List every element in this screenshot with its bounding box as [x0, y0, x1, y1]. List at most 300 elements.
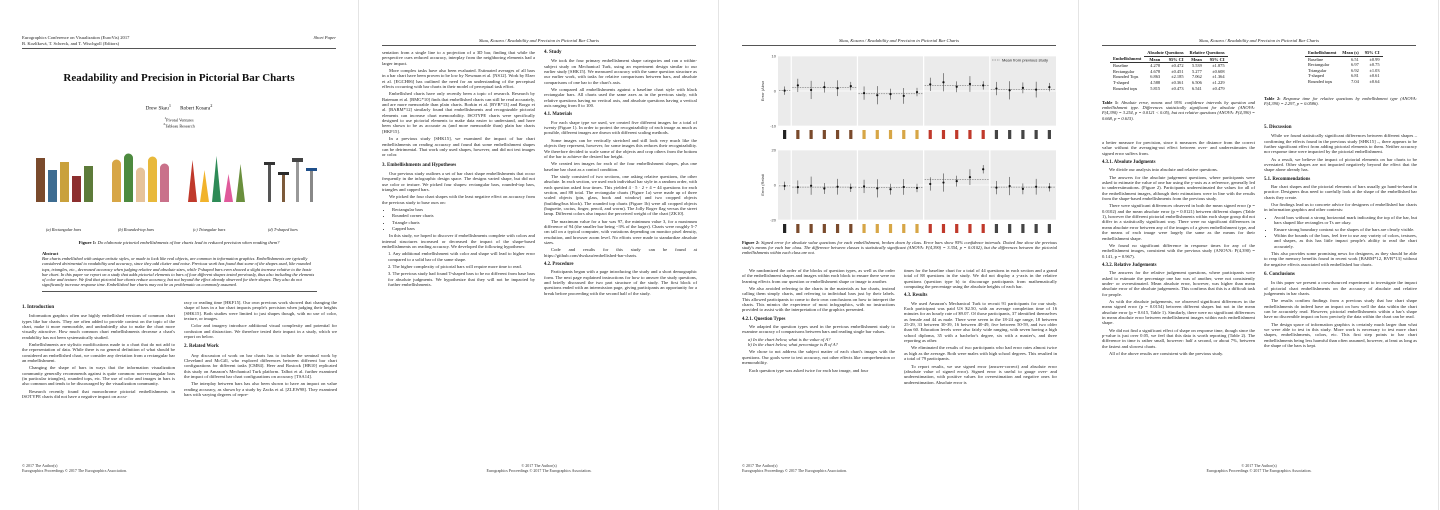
y-tick-label: -20 [770, 217, 776, 223]
paragraph: We used Amazon's Mechanical Turk to recruit 91 participants for our study. Each participant was paid US $2.50, with an average completion time of 16 minutes for an hourly rate of $9.07. Of those participants, 37 identified themselves as female and 44 as male. There were seven in the 18-24 age range, 18 between 25-29, 33 between 30-39, 16 between 40-49, five between 50-59, and two older than 60. Education levels were also fairly wide ranging, with seven having a high school diploma, 35 with a bachelor's degree, six with a master's, and three reporting as other. [904, 300, 1057, 344]
bar-thumbnail [995, 224, 998, 233]
bar-image [60, 162, 69, 202]
y-axis-label: Error (Relati [760, 174, 765, 196]
table-cell: T-shaped [1113, 79, 1129, 85]
bar-image [306, 168, 317, 171]
bar-thumbnail [942, 130, 945, 139]
bar-image [224, 174, 233, 202]
paragraph: The study consisted of two sections, one asking relative questions, the other absolute. In each section, we used each individual bar style in a random order, with each question asked four times. This yielded 4 · 5 · 2 + 4 = 44 questions for each section, and 88 total. The rectangular charts (Figure 1a) were made up of three scaled objects (pin, glass, book and window) and two cropped objects (building/bus block). The rounded top charts (Figure 1b) were all cropped objects (baguette, cactus, finger, pencil, and worm). The Jolly Roger flag versus the street lamp. Different colors also impact the perceived weight of the chart [ZK10]. [544, 173, 697, 217]
table-header: 95% CI [1364, 50, 1380, 55]
section-heading: 6. Conclusions [1264, 271, 1295, 277]
hypotheses-list [382, 251, 535, 287]
table-cell: 4.678 [1150, 68, 1161, 74]
data-point [956, 180, 958, 182]
bar-thumbnail [1021, 224, 1024, 233]
list-item: 1. Any additional embellishment with color and shape will lead to higher error compared to a solid bar of the same shape. [388, 251, 535, 262]
teaser-caption-a: (a) Rectangular bars [46, 227, 82, 232]
list-item: 2. The higher complexity of pictorial bars will require more time to read. [388, 264, 522, 270]
paragraph: We compared all embellishments against a baseline chart style with black rectangular bars. All charts used the same axes as in the previous study, with relative questions having no vertical axis, and absolute questions having a vertical axis ranging from 0 to 100. [544, 87, 697, 109]
data-point [982, 168, 984, 170]
table-cell: ±0.75 [1369, 62, 1380, 68]
shape-list [382, 207, 535, 231]
teaser-caption-d: (d) T-shaped bars [268, 227, 298, 232]
paragraph: Our findings lead us to concrete advice for designers of embellished bar charts in information graphics and other contexts: [1264, 202, 1417, 213]
copyright-line: © 2017 The Author(s) [22, 463, 58, 469]
table-cell: Baseline [1113, 63, 1129, 69]
data-point [916, 187, 918, 189]
list-item: • Ensure strong boundary contrast so the shapes of the bars are clearly visible. [1274, 227, 1417, 232]
table-cell: ±1.03 [1369, 67, 1380, 73]
paragraph: Changing the shape of bars in ways that the information visualization community generally recommends against is quite common: non-rectangular bars (in particular triangles), rounded tops, etc. The use of color and images in bars is also common and tends to be discouraged by the visualization community. [22, 365, 175, 387]
affiliation-1: Pivotal Ventures [166, 117, 194, 123]
paragraph: We did not find a significant effect of shape on response time, though since the p-value is just over 0.05, we feel that this data is worth reporting (Table 2). The difference in time is rather small, however: half a second, or about 7%, between the fastest and slowest charts. [1102, 327, 1255, 349]
bar-thumbnail [809, 224, 812, 233]
table-cell: 4.588 [1150, 79, 1161, 85]
data-point [810, 89, 812, 91]
proceedings-line: Eurographics Proceedings © 2017 The Eurographics Association. [1206, 468, 1312, 474]
data-point [916, 91, 918, 93]
page-2 [360, 0, 719, 510]
table-cell: 6.863 [1150, 74, 1161, 80]
y-tick-label: -10 [770, 123, 776, 129]
data-point [876, 187, 878, 189]
data-point [823, 187, 825, 189]
paragraph: We found no significant difference in response times for any of the embellishment images, consistent with the previous study (ANOVA: F(4,390) = 0.141, p = 0.967). [1102, 242, 1255, 259]
paragraph: The results confirm findings from a previous study that bar chart shape embellishments do indeed have an impact on how well the data within the chart can be accurately read. However, pictorial embellishments within a bar's shape have no discernible impact on how precisely the data within the chart can be read. [1264, 298, 1417, 320]
data-point [903, 95, 905, 97]
column-right [904, 268, 1057, 387]
table-cell: 6.81 [1351, 73, 1359, 79]
bar-thumbnail [982, 130, 985, 139]
table-caption-text: Absolute error, means and 95% confidence intervals by question and embellishment type. Differences statistically significant for absolute (ANOVA: F(4,390) = 3.254, p = 0.0121 < 0.05), but not relative questions (ANOVA: F(4,390) = 0.668, p = 0.615). [1102, 100, 1255, 121]
bar-thumbnail [915, 130, 918, 139]
column-left [742, 268, 895, 375]
subsection-heading: 4.3.1. Absolute Judgments [1102, 160, 1156, 166]
data-point [969, 176, 971, 178]
header-rule [742, 45, 1056, 46]
bar-thumbnail [1048, 130, 1051, 139]
table-caption-text: Response time for relative questions by embellishment type (ANOVA: F(4,390) = 2.297, p = 0.0586). [1264, 96, 1417, 107]
bar-image [292, 158, 303, 162]
header-rule [22, 48, 336, 49]
table-cell: T-shaped [1308, 73, 1324, 79]
paragraph: Research recently found that monochrome pictorial embellishments in ISOTYPE charts did not have a negative impact on accu- [22, 388, 175, 400]
data-point [1048, 186, 1050, 188]
table-label: Table 2: [1264, 96, 1281, 101]
page-footer [360, 464, 718, 474]
bar-image [212, 156, 221, 202]
bar-image [36, 158, 45, 202]
data-point [797, 84, 799, 86]
page-footer [22, 464, 127, 474]
table-cell: 6.506 [1191, 79, 1202, 85]
bar-thumbnail [955, 224, 958, 233]
abstract-heading: Abstract [42, 251, 59, 256]
table-1 [1110, 50, 1228, 91]
proceedings-line: Eurographics Proceedings © 2017 The Eurographics Association. [22, 468, 128, 474]
bar-image [124, 154, 133, 203]
y-tick-label: 10 [771, 53, 776, 59]
paragraph: We randomized the order of the blocks of question types, as well as the order of the embellishment shapes and images within each block to ensure there were no learning effects from our question or embellishment shape or image to another. [742, 268, 895, 284]
figure-caption-text: Do elaborate pictorial embellishments of bar charts lead to reduced precision when reading them? [97, 240, 280, 245]
table-header: 95% CI [1209, 56, 1225, 62]
bar-image [278, 172, 289, 175]
teaser-caption-b: (b) Rounded-top bars [118, 227, 155, 232]
table-cell: ±0.473 [1171, 85, 1184, 91]
bar-thumbnail [836, 224, 839, 233]
bar-thumbnail [849, 224, 852, 233]
running-header: Skau, Kosara / Readability and Precision in Pictorial Bar Charts [838, 38, 960, 43]
table-cell: ±1.875 [1212, 63, 1225, 69]
paragraph: To report results, we use signed error (answer-correct) and absolute error (absolute value of signed error). Signed error is useful to gauge over- and underestimation, with positive values for overestimation and negative ones for underestimation. Absolute error is [904, 363, 1057, 385]
list-item: • Rectangular bars [392, 207, 535, 212]
bar-thumbnail [889, 130, 892, 139]
editors: B. Kozlíková, T. Schreck, and T. Wischgoll (Editors) [22, 40, 120, 46]
data-point [836, 186, 838, 188]
paragraph: The answers for the absolute judgement questions, where participants were asked to estimate the value of one bar using the y-axis as a reference, generally led to underestimations. (Figure 2). Participants underestimated the values for all of the embellishment images, although their estimations were in line with the results from the shape-based embellishments from the previous study. [1102, 174, 1255, 202]
legend-label: Mean from previous study [1002, 57, 1049, 63]
paragraph: This also provides some promising news for designers, as they should be able to reap the memory benefits found in recent work [BARM*12, BVB*13] without the negative effects associated with embellished bar charts. [1264, 250, 1417, 267]
paragraph: Information graphics often use highly embellished versions of common chart types like bar charts. They are often added to provide context on the topic of the chart, make it more memorable, and undoubtedly also to make the chart more visually attractive. How much common chart embellishments decrease a chart's readability has not been systematically studied. [22, 313, 175, 340]
bar-thumbnail [968, 130, 971, 139]
table-cell: Rounded Tops [1113, 74, 1139, 80]
data-point [1022, 188, 1024, 190]
bar-thumbnail [1021, 130, 1024, 139]
data-point [784, 185, 786, 187]
data-point [942, 181, 944, 183]
bar-thumbnail [1035, 224, 1038, 233]
paragraph: We eliminated the results of two participants who had error rates almost twice as high as the average. Both were males with high school degrees. This resulted in a total of 79 participants. [904, 345, 1057, 362]
data-point [929, 83, 931, 85]
paragraph: We divide our analysis into absolute and relative questions. [1109, 167, 1218, 173]
bar-thumbnail [902, 130, 905, 139]
table-cell: ±0.99 [1369, 56, 1380, 62]
table-header: Absolute Questions [1144, 50, 1186, 56]
table-2-caption [1264, 96, 1417, 106]
paragraph: Code and results for this study can be found at https://github.com/dwskau/embellished-bar-charts. [544, 247, 697, 258]
bar-image [264, 162, 275, 165]
paragraph: We picked the four chart shapes with the least negative effect on accuracy from the previous study to base ours on: [382, 194, 535, 205]
column-right [1264, 120, 1417, 350]
page-4 [1080, 0, 1439, 510]
list-item: • Rounded corner charts [392, 213, 535, 218]
paragraph: In this paper we present a crowdsourced experiment to investigate the impact of pictorial chart embellishments on the accuracy of absolute and relative judgements in bar charts. [1264, 280, 1417, 296]
data-point [784, 90, 786, 92]
bar-thumbnail [836, 130, 839, 139]
column-right [184, 300, 337, 400]
bar-image [160, 164, 169, 203]
y-tick-label: 0 [773, 182, 776, 188]
bar-thumbnail [929, 130, 932, 139]
conference-name: Eurographics Conference on Visualization (EuroVis) 2017 [22, 35, 130, 40]
subsection-heading: 4.3.2. Relative Judgements [1102, 262, 1157, 268]
paragraph: As with the absolute judgements, we observed significant differences in the mean signed error (p = 0.0154) between different shapes but not in the mean absolute error (p = 0.615, Table 1). Similarly, there were no significant differences in mean absolute error between embellishment images within each embellishment shape. [1102, 298, 1255, 326]
table-cell: 4.278 [1150, 63, 1161, 69]
table-cell: ±1.364 [1212, 74, 1225, 80]
paragraph: Any discussion of work on bar charts has to include the seminal work by Cleveland and McGill, who explored differences between different bar chart configurations for different tasks [CM84]. Heer and Bostock [HB10] replicated this study on Amazon's Mechanical Turk platform. Talbot et al. further examined the impact of different bar chart configurations on accuracy [TSA14]. [184, 352, 337, 380]
authors: Drew Skau$^1$ Robert Kosara$^2$ [145, 103, 213, 112]
paragraph: We took the four primary embellishment shape categories and ran a within-subject study on Mechanical Turk, using an experiment design similar to our earlier study [SHK15]. We measured accuracy with the same question structure as our earlier work, with tasks for relative comparisons between bars, and absolute comparisons of one bar to the chart's axis. [544, 58, 697, 85]
table-row [1305, 79, 1383, 85]
data-point [956, 86, 958, 88]
page-3 [720, 0, 1079, 510]
bar-image [148, 157, 157, 203]
paragraph: The interplay between bars has also been shown to have an impact on value reading accuracy, as shown by a study by Zacks et al. [ZLEW98]. They examined bars with varying degrees of repre- [184, 381, 337, 398]
y-tick-label: 0 [773, 88, 776, 94]
table-cell: ±0.608 [1212, 68, 1225, 74]
paragraph: We created ten images for each of the four embellishment shapes, plus one baseline bar chart as a control condition. [544, 161, 697, 172]
paragraph: Bar chart shapes and the pictorial elements of bars usually go hand-in-hand in practice. Designers thus need to carefully look at the shape of the embellished bar charts they create. [1264, 184, 1417, 200]
table-cell: 5.815 [1150, 85, 1161, 91]
list-item: • Capped bars [392, 226, 535, 231]
conference-header [22, 35, 129, 46]
paragraph: As a result, we believe the impact of pictorial elements on bar charts to be overstated. Other shapes are not impacted negatively beyond the effect that the shape alone already has. [1264, 156, 1417, 173]
bar-thumbnail [1048, 224, 1051, 233]
subsection-heading: 5.1. Recommendations [1264, 176, 1311, 182]
table-cell: ±2.185 [1171, 74, 1184, 80]
paragraph: More complex tasks have also been evaluated. Estimated averages of all bars in a bar chart have been proven to be low by Newman et al. [NS12]. Work by Elzer et al. [EGCH06] has outlined the need for an understanding of the perceptual effects occurring with bar charts in their model of perceptual task effort. [382, 68, 536, 90]
proceedings-line: Eurographics Proceedings © 2017 The Eurographics Association. [742, 468, 848, 474]
figure-caption-text: Signed error for absolute value questions for each embellishment, broken down by class. Error bars show 95% confidence intervals. Dotted line show the previous study's means for each bar class. The difference between classes is statistically significant (ANOVA: F(4,390) = 3.354, p = 0.0102), but the differences between the pictorial embellishments within each class are not. [742, 240, 1057, 256]
paragraph: We also avoided referring to the charts in the materials as bar charts, instead calling them simply charts, and referring to individual bars just by their labels. This allowed participants to come to their own conclusions on how to interpret the charts. This mimics the experience of most infographics, with no instructions provided to assist with the interpretation of the graphics presented. [742, 286, 895, 313]
paper-title: Readability and Precision in Pictorial Bar Charts [63, 72, 295, 84]
data-point [903, 186, 905, 188]
column-right [544, 50, 697, 298]
triangular-bars-group [188, 156, 245, 202]
running-header: Skau, Kosara / Readability and Precision in Pictorial Bar Charts [478, 38, 600, 43]
bar-image [188, 160, 197, 202]
paragraph: All of the above results are consistent with the previous study. [1109, 351, 1224, 357]
subsection-heading: 4.2.1. Question Types [742, 316, 786, 322]
bar-image [84, 166, 93, 202]
subsection-heading: 4.2. Procedure [544, 262, 574, 268]
bar-image [200, 170, 209, 202]
paper-type: Short Paper [313, 35, 336, 40]
bar-thumbnail [889, 224, 892, 233]
running-header: Skau, Kosara / Readability and Precision in Pictorial Bar Charts [1198, 38, 1320, 43]
table-cell: Baseline [1308, 56, 1324, 62]
affiliations: $^1$Pivotal Ventures $^2$Tableau Research [163, 116, 195, 129]
bar-thumbnail [942, 224, 945, 233]
copyright-line: © 2017 The Author(s) [1241, 463, 1277, 469]
bar-image [48, 170, 57, 202]
data-point [1035, 186, 1037, 188]
data-point [850, 187, 852, 189]
subsection-heading: 4.3. Results [904, 293, 928, 299]
paragraph: The answers for the relative judgement questions, where participants were asked to estimate the percentage one bar was of another, were not consistently under- or overestimated. Mean absolute error, however, was higher than mean absolute error of the absolute judgements. This confirms that this is a difficult task for people. [1102, 270, 1255, 297]
data-point [850, 85, 852, 87]
table-header: 95% CI [1168, 56, 1184, 62]
paragraph: The design space of information graphics is certainly much larger than what we were able to test in this study. More work is necessary to test more chart shapes, embellishments, colors, etc. This first step points to bar chart embellishments being less harmful than often assumed, however, at least as long as the shape of the bars is kept. [1264, 321, 1417, 349]
list-item: • Triangle charts [392, 220, 535, 225]
bar-image [72, 176, 81, 202]
bar-thumbnail [876, 224, 879, 233]
table-header: Relative Questions [1187, 50, 1228, 56]
paragraph: sentation from a single line to a projection of a 3D bar, finding that while the perspective cues reduced accuracy, interplay from the neighboring elements had a larger impact. [382, 50, 535, 66]
abstract [42, 251, 317, 292]
table-cell: ±0.451 [1171, 68, 1184, 74]
table-cell: 5.277 [1191, 68, 1202, 74]
proceedings-line: Eurographics Proceedings © 2017 The Eurographics Association. [486, 468, 592, 474]
section-heading: 1. Introduction [22, 305, 55, 310]
data-point [810, 185, 812, 187]
table-cell: Rounded tops [1308, 78, 1333, 84]
bar-thumbnail [849, 130, 852, 139]
bar-thumbnail [955, 130, 958, 139]
teaser-caption-c: (c) Triangular bars [193, 227, 226, 232]
data-point [995, 187, 997, 189]
bar-thumbnail [929, 224, 932, 233]
table-cell: Rectangular [1113, 68, 1135, 74]
paragraph: Some images can be vertically stretched and still look very much like the objects they represent, however, for some images this reduces their recognizability. We therefore decided to scale some of the objects and crop others from the bottom of the bar to achieve the desired bar height. [544, 137, 697, 159]
bar-thumbnail [796, 130, 799, 139]
list-item: • Within the bounds of the bars, feel free to use any variety of colors, textures, and shapes, as this has little impact people's ability to read the chart accurately. [1274, 233, 1417, 249]
data-point [982, 84, 984, 86]
column-left [382, 50, 535, 289]
table-cell: ±0.361 [1171, 79, 1184, 85]
table-cell: 6.92 [1351, 67, 1359, 73]
paragraph: There were significant differences observed in both the mean signed error (p = 0.0102) and the mean absolute error (p = 0.0121) between different shapes (Table 1), however the different pictorial embellishments within each shape group did not differ in a statistically significant way. There were no significant differences in mean absolute error between any of the images of a given embellishment type, and the means of each image were largely the same as the means for their embellishment shape. [1102, 203, 1255, 241]
list-item: a) In the chart below, what is the value of A? [748, 336, 831, 342]
bar-image [136, 168, 145, 203]
column-left [22, 300, 175, 402]
paragraph: The maximum value for a bar was 97, the minimum value 3, for a maximum difference of 94 (the smaller bar being ~3% of the larger). Charts were roughly 5-7 cm tall on a typical computer, with variations depending on monitor pixel density, resolution, and browser zoom level. No efforts were made to standardize absolute sizes. [544, 218, 697, 245]
paragraph: While we found statistically significant differences between different shapes – confirming the effects found in the previous study [SHK15] –, there appears to be further significant effect from adding pictorial elements to them. Neither accuracy nor response time were impacted by the pictorial embellishment. [1264, 133, 1417, 155]
table-cell: 6.541 [1191, 85, 1202, 91]
table-header: Mean [1191, 56, 1202, 62]
paragraph: We chose to not address the subject matter of each chart's images with the questions. Our goals were to test accuracy, not other effects like comprehension or memorability. [742, 349, 895, 366]
data-point [1009, 89, 1011, 91]
bar-image [236, 164, 245, 202]
header-rule [382, 45, 696, 46]
table-cell: ±0.479 [1212, 85, 1225, 91]
data-point [1009, 185, 1011, 187]
list-item: b) In the chart below, what percentage is B of A? [748, 342, 838, 348]
paragraph: Embellished charts have only recently been a topic of research. Research by Bateman et al. [BMG*10] finds that embellished charts can still be read accurately, and are more memorable than plain charts. Borkin et al. [BVB*13] and Borgo et al. [BARM*12] similarly found that embellishments and recognizable pictorial elements can increase chart memorability. ISOTYPE charts were specifically designed to use pictorial elements to make data easier to understand, and have been shown to be as accurate as (and more memorable than) plain bar charts [HKF15]. [382, 91, 535, 134]
bar-thumbnail [862, 130, 865, 139]
author-2: Robert Kosara [180, 105, 211, 112]
page-footer [742, 464, 847, 474]
table-row [1110, 86, 1228, 92]
abstract-text: Bar charts embellished with unique artistic styles, or made to look like real objects, are common in information graphics. Embellishments are typically considered detrimental to readability and accuracy, since they add clutter and noise. Previous work has found that some of the shapes used, like rounded tops, triangles, etc., decreased accuracy when judging relative and absolute sizes, while T-shaped bars even showed a slight increase relative to the basic bar chart. In this paper we report on a study that adds pictorial elements to bars of four different shapes tested previously, thus also including the elements of color and texture. We find that pictorial bar charts reduce accuracy, but not beyond the effect already observed for their shapes. They also do not significantly increase response time. Embellished bar charts may not be as problematic as commonly assumed. [42, 256, 315, 288]
figure-2-caption [742, 240, 1057, 256]
bar-thumbnail [876, 130, 879, 139]
data-point [942, 81, 944, 83]
absolute-error-chart [756, 52, 1066, 144]
teaser-figure [32, 152, 326, 202]
bar-thumbnail [783, 224, 786, 233]
paragraph: times for the baseline chart for a total of 44 questions in each section and a grand total of 88 questions in the study. We did not display a y-axis in the relative questions (question type b) to discourage participants from mathematically computing the percentage using the absolute heights of each bar. [904, 268, 1057, 290]
copyright-line: © 2017 The Author(s) [521, 463, 557, 469]
data-point [995, 87, 997, 89]
page-footer [1080, 464, 1438, 474]
data-point [863, 185, 865, 187]
table-cell: 6.97 [1351, 62, 1359, 68]
paragraph: Color and imagery introduce additional visual complexity and potential for confusion and distraction. We therefore tested their impact in a study, which we report on below. [184, 323, 337, 340]
subsection-heading: 4.1. Materials [544, 112, 573, 118]
relative-error-chart [756, 146, 1066, 238]
rounded-top-bars-group [112, 154, 169, 203]
bar-thumbnail [1035, 130, 1038, 139]
table-cell: ±0.64 [1369, 78, 1380, 84]
data-point [889, 188, 891, 190]
rectangular-bars-group [36, 158, 93, 202]
author-1: Drew Skau [145, 105, 169, 112]
data-point [823, 86, 825, 88]
list-item: • Avoid bars without a strong horizontal mark indicating the top of the bar, but bars shaped like rectangles or Ts are okay. [1274, 215, 1417, 226]
data-point [1035, 89, 1037, 91]
data-point [889, 93, 891, 95]
table-cell: Rectangular [1308, 62, 1330, 68]
data-point [836, 87, 838, 89]
copyright-line: © 2017 The Author(s) [742, 463, 778, 469]
bar-image [112, 160, 121, 203]
table-cell: ±0.472 [1171, 63, 1184, 69]
paragraph: a better measure for precision, since it measures the distance from the correct value without the averaging-out effect between over- and underestimates the signed error suffers from. [1102, 140, 1255, 156]
data-point [969, 83, 971, 85]
figure-label: Figure 1: [78, 240, 97, 245]
data-point [1048, 86, 1050, 88]
data-point [876, 94, 878, 96]
paragraph: racy or reading time [HKF15]. Our own previous work showed that changing the shape of bars in a bar chart impacts people's precision when judging their heights [SHK15]. Both studies were limited to just shapes though, with no use of color, texture, or images. [184, 300, 337, 322]
bar-thumbnail [823, 224, 826, 233]
figure-1-caption [22, 240, 336, 245]
table-cell: 7.04 [1351, 78, 1359, 84]
table-cell: Rounded tops [1113, 85, 1138, 91]
data-point [929, 183, 931, 185]
paragraph: In this study, we hoped to discover if embellishments complete with colors and internal structures increased or decreased the impact of the shape-based embellishments on reading accuracy. We developed the following hypotheses: [382, 233, 535, 249]
table-cell: 6.51 [1351, 56, 1359, 62]
column-left [1102, 140, 1255, 358]
bar-thumbnail [968, 224, 971, 233]
bar-thumbnail [915, 224, 918, 233]
table-cell: ±0.61 [1369, 73, 1380, 79]
bar-thumbnail [1008, 224, 1011, 233]
data-point [1022, 87, 1024, 89]
paragraph: Embellishments are stylistic modifications made to a chart that do not add to the representation of data. While there is no general definition of what should be considered an embellished chart, we consider any deviation from a rectangular bar an embellishment. [22, 342, 175, 364]
table-header: Embellishment [1113, 56, 1142, 62]
question-list [742, 337, 895, 348]
section-heading: 2. Related Work [184, 344, 219, 350]
y-tick-label: 20 [771, 147, 776, 153]
affiliation-2: Tableau Research [165, 123, 195, 129]
section-heading: 4. Study [544, 50, 562, 55]
table-cell: 7.062 [1191, 74, 1202, 80]
table-header: Embellishment [1308, 50, 1337, 55]
table-label: Table 1: [1102, 100, 1119, 105]
table-2 [1305, 50, 1383, 85]
figure-label: Figure 2: [742, 240, 760, 245]
paragraph: Each question type was asked twice for each bar image, and four [749, 367, 869, 373]
y-axis-label: Error (Abso [760, 80, 765, 102]
bar-thumbnail [783, 130, 786, 139]
paragraph: For each shape type we used, we created five different images for a total of twenty (Figure 1). In order to protect the recognizability of each image as much as possible, different images are drawn with different scaling methods. [544, 119, 697, 136]
table-cell: Triangular [1308, 67, 1327, 73]
t-shaped-bars-group [264, 158, 317, 202]
table-cell: ±1.229 [1212, 79, 1225, 85]
paragraph: Our previous study outlines a set of bar chart shape embellishments that occur frequently in the infographic design space. The designs varied shape, but did not use color or texture. We picked four shapes: rectangular bars, rounded-top bars, triangles and capped bars. [382, 170, 535, 192]
header-rule [1102, 45, 1416, 46]
bar-thumbnail [982, 224, 985, 233]
list-item: 3. The previous study had found T-shaped bars to be no different from base bars for absolute judgments. We hypothesize that they will not be impacted by further embellishments. [388, 271, 535, 288]
paragraph: We adapted the question types used in the previous embellishment study to examine accuracy of comparisons between bars and reading single bar values. [742, 324, 895, 335]
section-heading: 3. Embellishments and Hypotheses [382, 162, 457, 168]
data-point [863, 92, 865, 94]
table-body [1110, 63, 1228, 91]
bar-thumbnail [995, 130, 998, 139]
paragraph: Participants began with a page introducing the study and a short demographic form. The next page explained instructions for how to answer the study questions, and briefly discussed the two part structure of the study. The first block of questions ended with an intermission page, giving participants an opportunity for a break before proceeding with the second half of the study. [544, 269, 697, 296]
table-1-caption [1102, 100, 1255, 121]
